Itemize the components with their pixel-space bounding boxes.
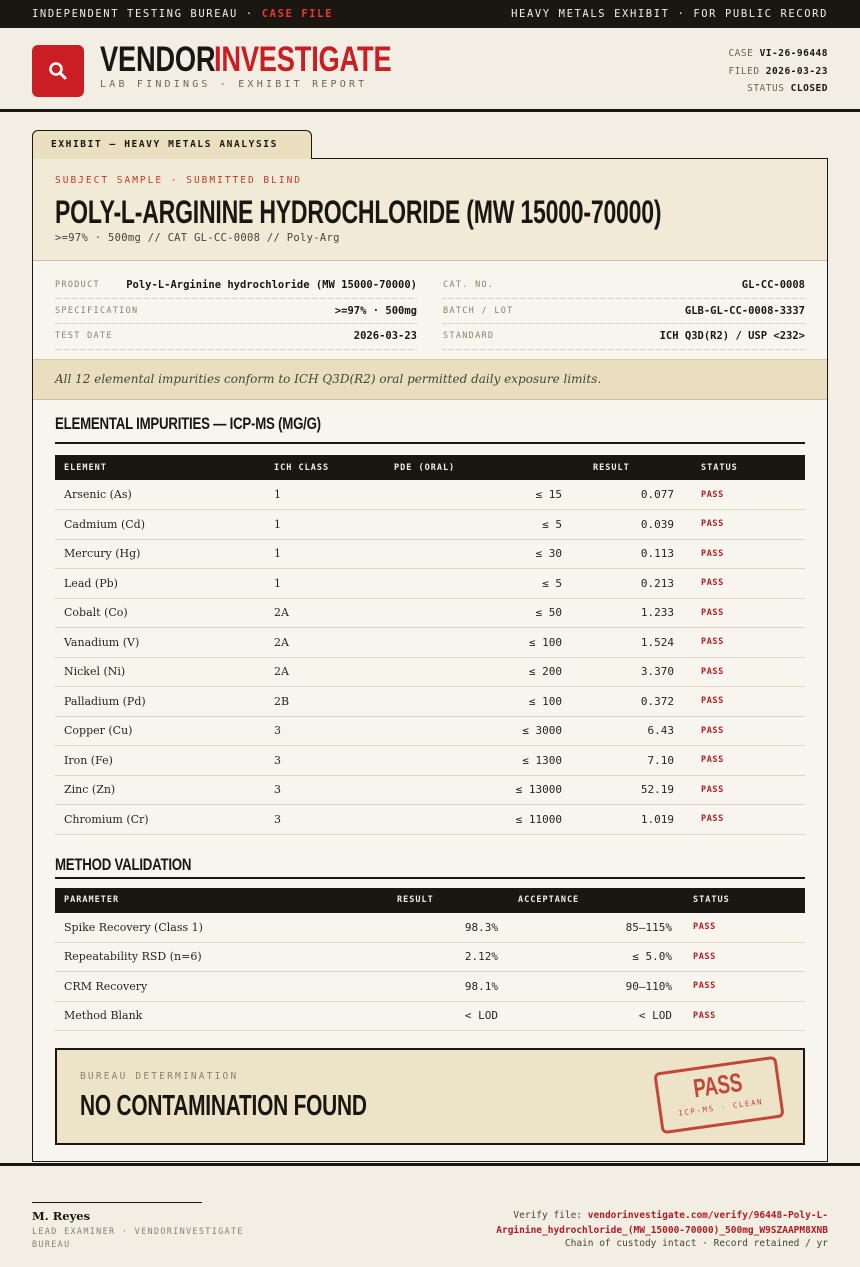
col-element: ELEMENT — [55, 455, 265, 480]
col-ich-class: ICH CLASS — [265, 455, 385, 480]
determination-box — [55, 1048, 805, 1145]
status-badge: PASS — [681, 972, 805, 1002]
brand-name-investigate: INVESTIGATE — [213, 40, 392, 79]
element-cell: Zinc (Zn) — [55, 775, 265, 805]
pde-cell: ≤ 5 — [385, 569, 571, 599]
validation-table — [55, 888, 805, 1032]
table-row — [55, 510, 805, 540]
pde-cell: ≤ 50 — [385, 598, 571, 628]
custody-note: Chain of custody intact · Record retained / yr — [564, 1238, 828, 1249]
ich-class-cell: 2A — [265, 628, 385, 658]
info-row-product: PRODUCT Poly-L-Arginine hydrochloride (MW 15000-70000) — [55, 273, 417, 299]
result-cell: 0.372 — [571, 687, 683, 717]
table-row — [55, 775, 805, 805]
pde-cell: ≤ 100 — [385, 628, 571, 658]
validation-result-cell: 98.1% — [333, 972, 507, 1002]
status-badge: PASS — [683, 628, 805, 658]
ich-class-cell: 2B — [265, 687, 385, 717]
col-val-result: RESULT — [333, 888, 507, 913]
impurities-table — [55, 455, 805, 835]
table-row — [55, 913, 805, 943]
examiner-title: LEAD EXAMINER · VENDORINVESTIGATE BUREAU — [32, 1227, 244, 1250]
parameter-cell: CRM Recovery — [55, 972, 333, 1002]
info-row-cat-no: CAT. NO. GL-CC-0008 — [443, 273, 805, 299]
element-cell: Lead (Pb) — [55, 569, 265, 599]
brand-tagline: LAB FINDINGS · EXHIBIT REPORT — [100, 79, 368, 90]
info-row-test-date: TEST DATE 2026-03-23 — [55, 324, 417, 350]
status-badge: PASS — [683, 775, 805, 805]
validation-result-cell: < LOD — [333, 1001, 507, 1031]
status-badge: PASS — [683, 746, 805, 776]
top-bar — [0, 0, 860, 28]
determination-verdict: NO CONTAMINATION FOUND — [80, 1090, 367, 1122]
exhibit-tab[interactable]: EXHIBIT — HEAVY METALS ANALYSIS — [32, 130, 312, 159]
sample-info — [33, 261, 827, 359]
table-row — [55, 569, 805, 599]
impurities-heading-wrap — [55, 414, 805, 444]
parameter-cell: Spike Recovery (Class 1) — [55, 913, 333, 943]
col-acceptance: ACCEPTANCE — [507, 888, 681, 913]
table-row — [55, 1001, 805, 1031]
impurities-section — [33, 414, 827, 835]
info-right-column — [443, 273, 805, 350]
validation-header-row — [55, 888, 805, 913]
stamp-main: PASS — [691, 1066, 744, 1104]
acceptance-cell: 90–110% — [507, 972, 681, 1002]
element-cell: Cobalt (Co) — [55, 598, 265, 628]
table-row — [55, 716, 805, 746]
status-badge: PASS — [683, 510, 805, 540]
element-cell: Mercury (Hg) — [55, 539, 265, 569]
case-file-label: CASE FILE — [261, 8, 334, 20]
case-meta — [728, 45, 828, 98]
impurities-body — [55, 480, 805, 834]
ich-class-cell: 2A — [265, 657, 385, 687]
status-badge: PASS — [683, 805, 805, 835]
impurities-heading: ELEMENTAL IMPURITIES — ICP-MS (ΜG/G) — [55, 414, 321, 433]
brand-wordmark[interactable] — [100, 42, 441, 77]
exhibit-card — [32, 158, 828, 1162]
status-badge: PASS — [683, 480, 805, 510]
impurities-header-row — [55, 455, 805, 480]
result-cell: 6.43 — [571, 716, 683, 746]
col-status: STATUS — [683, 455, 805, 480]
col-parameter: PARAMETER — [55, 888, 333, 913]
table-row — [55, 972, 805, 1002]
col-result: RESULT — [571, 455, 683, 480]
ich-class-cell: 2A — [265, 598, 385, 628]
pde-cell: ≤ 100 — [385, 687, 571, 717]
element-cell: Copper (Cu) — [55, 716, 265, 746]
verify-link[interactable]: vendorinvestigate.com/verify/96448-Poly-L-Arginine_hydrochloride_(MW_15000-70000)_500mg_W9SZAAPM8XNB — [496, 1210, 828, 1236]
acceptance-cell: < LOD — [507, 1001, 681, 1031]
status-badge: PASS — [683, 598, 805, 628]
result-cell: 0.077 — [571, 480, 683, 510]
table-row — [55, 942, 805, 972]
pde-cell: ≤ 1300 — [385, 746, 571, 776]
status-badge: PASS — [683, 687, 805, 717]
filed-date: 2026-03-23 — [765, 65, 828, 77]
table-row — [55, 539, 805, 569]
result-cell: 0.039 — [571, 510, 683, 540]
info-row-specification: SPECIFICATION >=97% · 500mg — [55, 299, 417, 325]
top-bar-left — [32, 8, 333, 20]
pass-stamp — [653, 1056, 784, 1135]
status-value: CLOSED — [790, 83, 828, 94]
table-row — [55, 598, 805, 628]
verify-label: Verify file: — [513, 1210, 588, 1221]
pde-cell: ≤ 15 — [385, 480, 571, 510]
result-cell: 1.019 — [571, 805, 683, 835]
top-bar-right: HEAVY METALS EXHIBIT · FOR PUBLIC RECORD — [511, 8, 828, 20]
status-badge: PASS — [683, 569, 805, 599]
ich-class-cell: 1 — [265, 510, 385, 540]
status-badge: PASS — [681, 913, 805, 943]
table-row — [55, 687, 805, 717]
signature-line — [32, 1202, 202, 1203]
element-cell: Cadmium (Cd) — [55, 510, 265, 540]
pde-cell: ≤ 13000 — [385, 775, 571, 805]
validation-heading: METHOD VALIDATION — [55, 854, 192, 874]
info-left-column — [55, 273, 417, 350]
col-val-status: STATUS — [681, 888, 805, 913]
page-header — [0, 28, 860, 112]
magnifier-icon — [46, 59, 70, 83]
element-cell: Arsenic (As) — [55, 480, 265, 510]
element-cell: Chromium (Cr) — [55, 805, 265, 835]
table-row — [55, 628, 805, 658]
acceptance-cell: 85–115% — [507, 913, 681, 943]
ich-class-cell: 3 — [265, 746, 385, 776]
status-badge: PASS — [681, 942, 805, 972]
validation-heading-wrap — [55, 855, 805, 879]
element-cell: Nickel (Ni) — [55, 657, 265, 687]
ich-class-cell: 1 — [265, 539, 385, 569]
ich-class-cell: 1 — [265, 480, 385, 510]
element-cell: Vanadium (V) — [55, 628, 265, 658]
parameter-cell: Repeatability RSD (n=6) — [55, 942, 333, 972]
examiner-name: M. Reyes — [32, 1209, 91, 1223]
sample-header — [33, 159, 827, 261]
pde-cell: ≤ 5 — [385, 510, 571, 540]
element-cell: Iron (Fe) — [55, 746, 265, 776]
pde-cell: ≤ 3000 — [385, 716, 571, 746]
bureau-label: INDEPENDENT TESTING BUREAU · — [32, 8, 262, 20]
info-row-batch: BATCH / LOT GLB-GL-CC-0008-3337 — [443, 299, 805, 325]
pde-cell: ≤ 200 — [385, 657, 571, 687]
parameter-cell: Method Blank — [55, 1001, 333, 1031]
result-cell: 1.524 — [571, 628, 683, 658]
determination-label: BUREAU DETERMINATION — [80, 1071, 239, 1082]
pde-cell: ≤ 11000 — [385, 805, 571, 835]
result-cell: 3.370 — [571, 657, 683, 687]
result-cell: 1.233 — [571, 598, 683, 628]
ich-class-cell: 3 — [265, 716, 385, 746]
sample-kicker: SUBJECT SAMPLE · SUBMITTED BLIND — [55, 175, 303, 186]
case-id-row: CASE VI-26-96448 — [728, 48, 828, 59]
pde-cell: ≤ 30 — [385, 539, 571, 569]
footer-divider — [0, 1163, 860, 1166]
validation-result-cell: 98.3% — [333, 913, 507, 943]
validation-body — [55, 913, 805, 1031]
status-badge: PASS — [683, 657, 805, 687]
stamp-sub: ICP-MS · CLEAN — [677, 1096, 764, 1118]
sample-title: POLY-L-ARGININE HYDROCHLORIDE (MW 15000-70000) — [55, 194, 662, 230]
validation-result-cell: 2.12% — [333, 942, 507, 972]
status-badge: PASS — [681, 1001, 805, 1031]
acceptance-cell: ≤ 5.0% — [507, 942, 681, 972]
ich-class-cell: 1 — [265, 569, 385, 599]
ich-class-cell: 3 — [265, 775, 385, 805]
case-id: VI-26-96448 — [759, 48, 828, 59]
info-row-standard: STANDARD ICH Q3D(R2) / USP <232> — [443, 324, 805, 350]
status-badge: PASS — [683, 716, 805, 746]
status-badge: PASS — [683, 539, 805, 569]
summary-note: All 12 elemental impurities conform to ICH Q3D(R2) oral permitted daily exposure limits. — [33, 359, 827, 400]
verify-block — [338, 1208, 828, 1238]
table-row — [55, 480, 805, 510]
result-cell: 52.19 — [571, 775, 683, 805]
ich-class-cell: 3 — [265, 805, 385, 835]
table-row — [55, 805, 805, 835]
brand-name-vendor: VENDOR — [100, 40, 216, 79]
validation-section — [33, 855, 827, 1032]
table-row — [55, 657, 805, 687]
logo-badge[interactable] — [32, 45, 84, 97]
result-cell: 0.113 — [571, 539, 683, 569]
filed-row: FILED 2026-03-23 — [728, 65, 828, 77]
result-cell: 7.10 — [571, 746, 683, 776]
status-row: STATUS CLOSED — [747, 83, 828, 94]
element-cell: Palladium (Pd) — [55, 687, 265, 717]
sample-subtitle: >=97% · 500mg // CAT GL-CC-0008 // Poly-Arg — [55, 232, 340, 244]
table-row — [55, 746, 805, 776]
result-cell: 0.213 — [571, 569, 683, 599]
col-pde: PDE (ORAL) — [385, 455, 571, 480]
